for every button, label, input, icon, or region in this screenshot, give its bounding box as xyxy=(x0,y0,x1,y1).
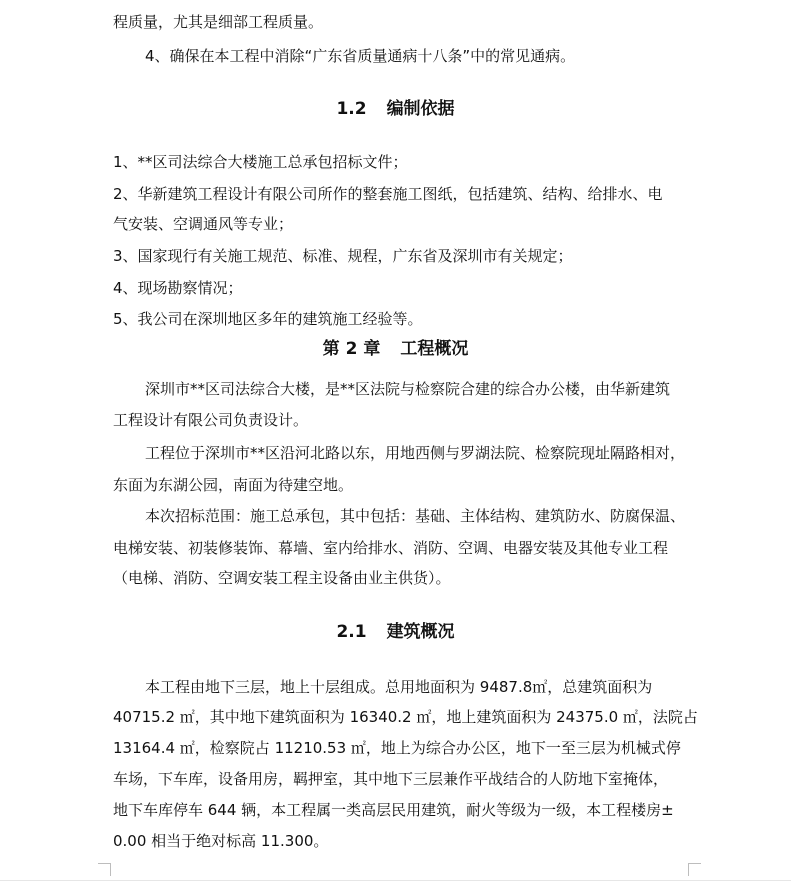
margin-corner-mark xyxy=(98,863,111,876)
paragraph-line: 程质量，尤其是细部工程质量。 xyxy=(113,13,324,31)
list-item: 5、我公司在深圳地区多年的建筑施工经验等。 xyxy=(113,310,423,328)
chapter-number: 第 2 章 xyxy=(322,339,381,359)
paragraph-line: 工程设计有限公司负责设计。 xyxy=(113,411,309,429)
paragraph-line: （电梯、消防、空调安装工程主设备由业主供货）。 xyxy=(113,569,451,587)
chapter-heading-2 xyxy=(0,337,791,361)
paragraph-line: 地下车库停车 644 辆，本工程属一类高层民用建筑，耐火等级为一级，本工程楼房± xyxy=(113,801,674,819)
paragraph-line: 东面为东湖公园，南面为待建空地。 xyxy=(113,476,354,494)
paragraph-line: 本工程由地下三层，地上十层组成。总用地面积为 9487.8㎡，总建筑面积为 xyxy=(145,678,653,696)
section-heading-1-2 xyxy=(0,97,791,121)
chapter-title: 工程概况 xyxy=(400,339,469,359)
list-item-continuation: 气安装、空调通风等专业； xyxy=(113,215,294,233)
section-title: 编制依据 xyxy=(386,99,455,119)
margin-corner-mark xyxy=(688,863,701,876)
paragraph-line: 本次招标范围：施工总承包，其中包括：基础、主体结构、建筑防水、防腐保温、 xyxy=(145,507,686,525)
paragraph-line: 40715.2 ㎡，其中地下建筑面积为 16340.2 ㎡，地上建筑面积为 24375.0 ㎡，法院占 xyxy=(113,708,698,726)
paragraph-line: 电梯安装、初装修装饰、幕墙、室内给排水、消防、空调、电器安装及其他专业工程 xyxy=(113,539,669,557)
section-number: 2.1 xyxy=(336,622,367,642)
paragraph-line: 深圳市**区司法综合大楼，是**区法院与检察院合建的综合办公楼，由华新建筑 xyxy=(145,380,671,398)
section-number: 1.2 xyxy=(336,99,367,119)
list-item: 4、现场勘察情况； xyxy=(113,279,243,297)
list-item: 2、华新建筑工程设计有限公司所作的整套施工图纸，包括建筑、结构、给排水、电 xyxy=(113,185,663,203)
section-heading-2-1 xyxy=(0,620,791,644)
paragraph-line: 0.00 相当于绝对标高 11.300。 xyxy=(113,832,329,850)
paragraph-line: 13164.4 ㎡，检察院占 11210.53 ㎡，地上为综合办公区，地下一至三层为机械式停 xyxy=(113,739,681,757)
paragraph-line: 车场，下车库，设备用房，羁押室，其中地下三层兼作平战结合的人防地下室掩体， xyxy=(113,770,669,788)
list-item: 3、国家现行有关施工规范、标准、规程，广东省及深圳市有关规定； xyxy=(113,247,573,265)
list-item: 1、**区司法综合大楼施工总承包招标文件； xyxy=(113,153,408,171)
paragraph-line: 工程位于深圳市**区沿河北路以东，用地西侧与罗湖法院、检察院现址隔路相对， xyxy=(145,444,686,462)
section-title: 建筑概况 xyxy=(386,622,455,642)
paragraph-line: 4、确保在本工程中消除“广东省质量通病十八条”中的常见通病。 xyxy=(145,47,576,65)
